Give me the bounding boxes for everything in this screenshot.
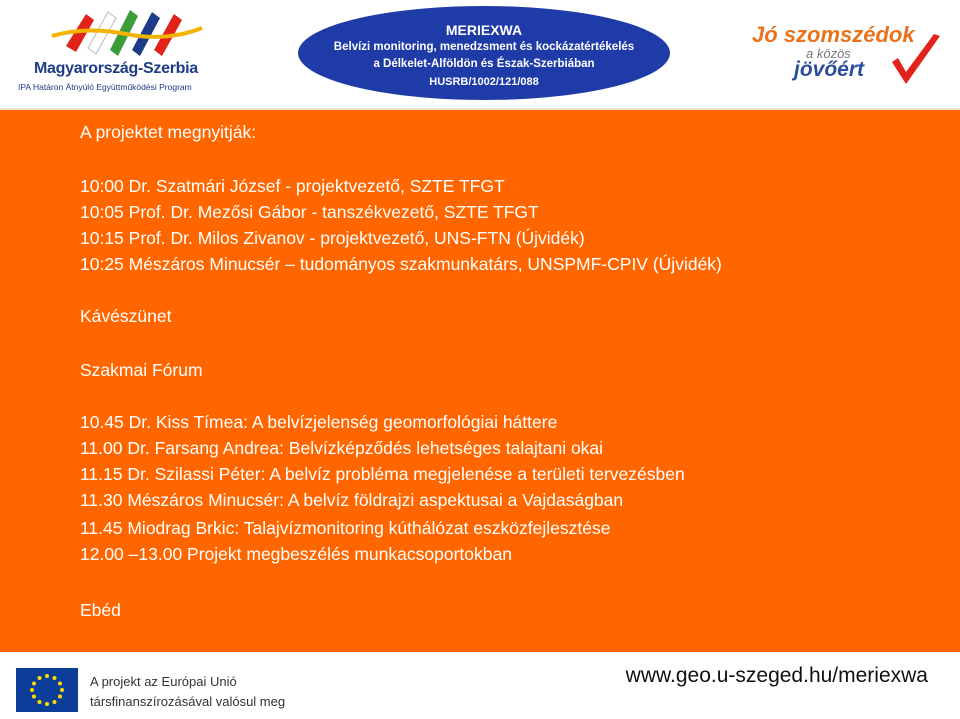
forum-item: 11.00 Dr. Farsang Andrea: Belvízképződés lehetséges talajtani okai (80, 438, 604, 458)
eu-flag-icon (16, 668, 78, 712)
forum-item: 11.45 Miodrag Brkic: Talajvízmonitoring kúthálózat eszközfejlesztése (80, 518, 611, 538)
project-code: HUSRB/1002/121/088 (429, 76, 539, 88)
header (0, 0, 960, 108)
project-website-link[interactable]: www.geo.u-szeged.hu/meriexwa (625, 664, 928, 687)
project-title-line2: a Délkelet-Alföldön és Észak-Szerbiában (373, 58, 595, 70)
opening-heading: A projektet megnyitják: (80, 122, 257, 142)
eu-cofinance-line2: társfinanszírozásával valósul meg (90, 694, 286, 709)
forum-label: Szakmai Fórum (80, 360, 203, 380)
project-name: MERIEXWA (445, 22, 523, 38)
forum-item: 10.45 Dr. Kiss Tímea: A belvízjelenség geomorfológiai háttere (80, 412, 558, 432)
forum-item: 11.15 Dr. Szilassi Péter: A belvíz probléma megjelenése a területi tervezésben (80, 464, 685, 484)
opening-item: 10:15 Prof. Dr. Milos Zivanov - projektvezető, UNS-FTN (Újvidék) (80, 228, 585, 248)
forum-item: 11.30 Mészáros Minucsér: A belvíz földrajzi aspektusai a Vajdaságban (80, 490, 624, 510)
break-label: Kávészünet (80, 306, 172, 326)
good-neighbours-line3: jövőért (794, 58, 865, 81)
agenda-panel (0, 108, 960, 654)
opening-item: 10:00 Dr. Szatmári József - projektvezető, SZTE TFGT (80, 176, 505, 196)
lunch-label: Ebéd (80, 600, 121, 620)
ipa-logo-title: Magyarország-Szerbia (34, 60, 198, 77)
opening-item: 10:25 Mészáros Minucsér – tudományos szakmunkatárs, UNSPMF-CPIV (Újvidék) (80, 254, 722, 274)
project-title-line1: Belvízi monitoring, menedzsment és kockázatértékelés (333, 41, 635, 53)
ipa-program-logo (16, 6, 216, 102)
eu-cofinance-line1: A projekt az Európai Unió (90, 674, 237, 689)
hungary-serbia-ribbon-icon (46, 6, 206, 58)
ipa-logo-subtitle: IPA Határon Átnyúló Együttműködési Program (18, 82, 192, 92)
forum-item: 12.00 –13.00 Projekt megbeszélés munkacsoportokban (80, 544, 512, 564)
good-neighbours-line2: a közös (806, 46, 851, 61)
opening-item: 10:05 Prof. Dr. Mezősi Gábor - tanszékvezető, SZTE TFGT (80, 202, 539, 222)
good-neighbours-logo (740, 14, 950, 98)
good-neighbours-line1: Jó szomszédok (752, 22, 915, 47)
checkmark-icon (888, 32, 944, 94)
footer (0, 652, 960, 719)
project-title-oval (298, 6, 670, 100)
